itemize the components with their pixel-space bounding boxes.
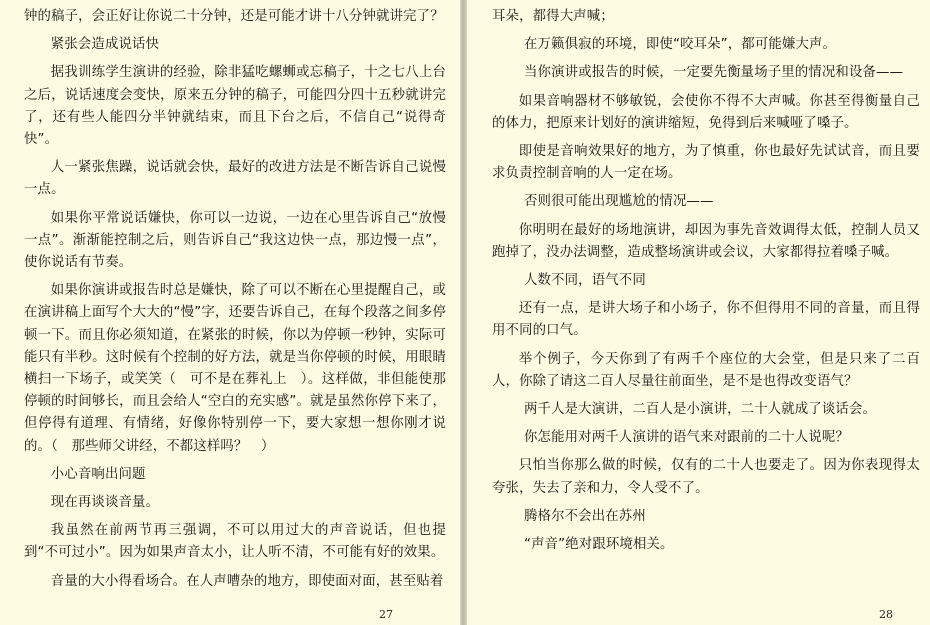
left-paragraph-8: 现在再谈谈音量。 [50, 495, 160, 511]
left-paragraph-9: 我虽然在前两节再三强调，不可以用过大的声音说话，但也提到“不可过小”。因为如果声音太小，让人听不清，不可能有好的效果。 [24, 523, 446, 561]
section-heading-sound-issues: 小心音响出问题 [50, 466, 146, 482]
page-number-right: 28 [879, 608, 893, 621]
right-paragraph-10: 举个例子，今天你到了有两千个座位的大会堂，但是只来了二百人，你除了请这二百人尽量往前面坐，是不是也得改变语气？ [492, 351, 920, 389]
right-paragraph-7: 你明明在最好的场地演讲，却因为事先音效调得太低，控制人员又跑掉了，没办法调整，造成整场演讲或会议，大家都得拉着嗓子喊。 [492, 222, 920, 260]
right-paragraph-5: 即使是音响效果好的地方，为了慎重，你也最好先试试音，而且要求负责控制音响的人一定在场。 [492, 144, 920, 182]
left-paragraph-4: 人一紧张焦躁，说话就会快，最好的改进方法是不断告诉自己说慢一点。 [24, 160, 446, 198]
left-paragraph-6: 如果你演讲或报告时总是嫌快，除了可以不断在心里提醒自己，或在演讲稿上面写个大大的“慢”字，还要告诉自己，在每个段落之间多停顿一下。而且你必须知道，在紧张的时候，你以为停顿一秒钟，实际可能只有半秒。这时候有个控制的好方法，就是当你停顿的时候，用眼睛横扫一下场子，或笑笑（ 可不是在葬礼上 ）。这样做，非但能使那停顿的时间够长，而且会给人“空白的充实感”。就是虽然你停下来了，但停得有道理、有情绪，好像你特别停一下，要大家想一想你刚才说的。（ 那些师父讲经，不都这样吗？ ） [24, 283, 446, 454]
left-paragraph-1: 钟的稿子，会正好让你说二十分钟，还是可能才讲十八分钟就讲完了？ [24, 9, 444, 24]
left-page [0, 0, 460, 625]
right-paragraph-15: “声音”绝对跟环境相关。 [524, 537, 674, 553]
page-number-left: 27 [379, 608, 393, 621]
left-paragraph-3: 据我训练学生演讲的经验，除非猛吃螺蛳或忘稿子，十之七八上台之后，说话速度会变快，原来五分钟的稿子，可能四分四十五秒就讲完了，还有些人能四分半钟就结束，而且下台之后，不信自己“说得奇快”。 [24, 65, 446, 148]
book-spine [460, 0, 467, 625]
right-paragraph-11: 两千人是大演讲，二百人是小演讲，二十人就成了谈话会。 [524, 402, 877, 418]
right-paragraph-1: 耳朵，都得大声喊； [492, 9, 614, 24]
right-paragraph-3: 当你演讲或报告的时候，一定要先衡量场子里的情况和设备—— [524, 65, 904, 81]
right-paragraph-6: 否则很可能出现尴尬的情况—— [524, 194, 714, 210]
right-paragraph-9: 还有一点，是讲大场子和小场子，你不但得用不同的音量，而且得用不同的口气。 [492, 301, 920, 339]
section-heading-tengger: 腾格尔不会出在苏州 [524, 508, 646, 524]
right-paragraph-12: 你怎能用对两千人演讲的语气来对跟前的二十人说呢？ [524, 430, 849, 446]
left-paragraph-5: 如果你平常说话嫌快，你可以一边说，一边在心里告诉自己“放慢一点”。渐渐能控制之后，则告诉自己“我这边快一点，那边慢一点”，使你说话有节奏。 [24, 210, 446, 271]
right-page [467, 0, 930, 625]
right-paragraph-13: 只怕当你那么做的时候，仅有的二十人也要走了。因为你表现得太夸张，失去了亲和力，令人受不了。 [492, 458, 920, 496]
right-paragraph-2: 在万籁俱寂的环境，即使“咬耳朵”，都可能嫌大声。 [524, 37, 837, 53]
right-paragraph-4: 如果音响器材不够敏锐，会使你不得不大声喊。你甚至得衡量自己的体力，把原来计划好的演讲缩短，免得到后来喊哑了嗓子。 [492, 93, 920, 131]
left-paragraph-10: 音量的大小得看场合。在人声嘈杂的地方，即使面对面，甚至贴着 [50, 573, 444, 589]
section-heading-speaking-fast: 紧张会造成说话快 [50, 37, 160, 53]
section-heading-audience-size: 人数不同，语气不同 [524, 273, 646, 289]
